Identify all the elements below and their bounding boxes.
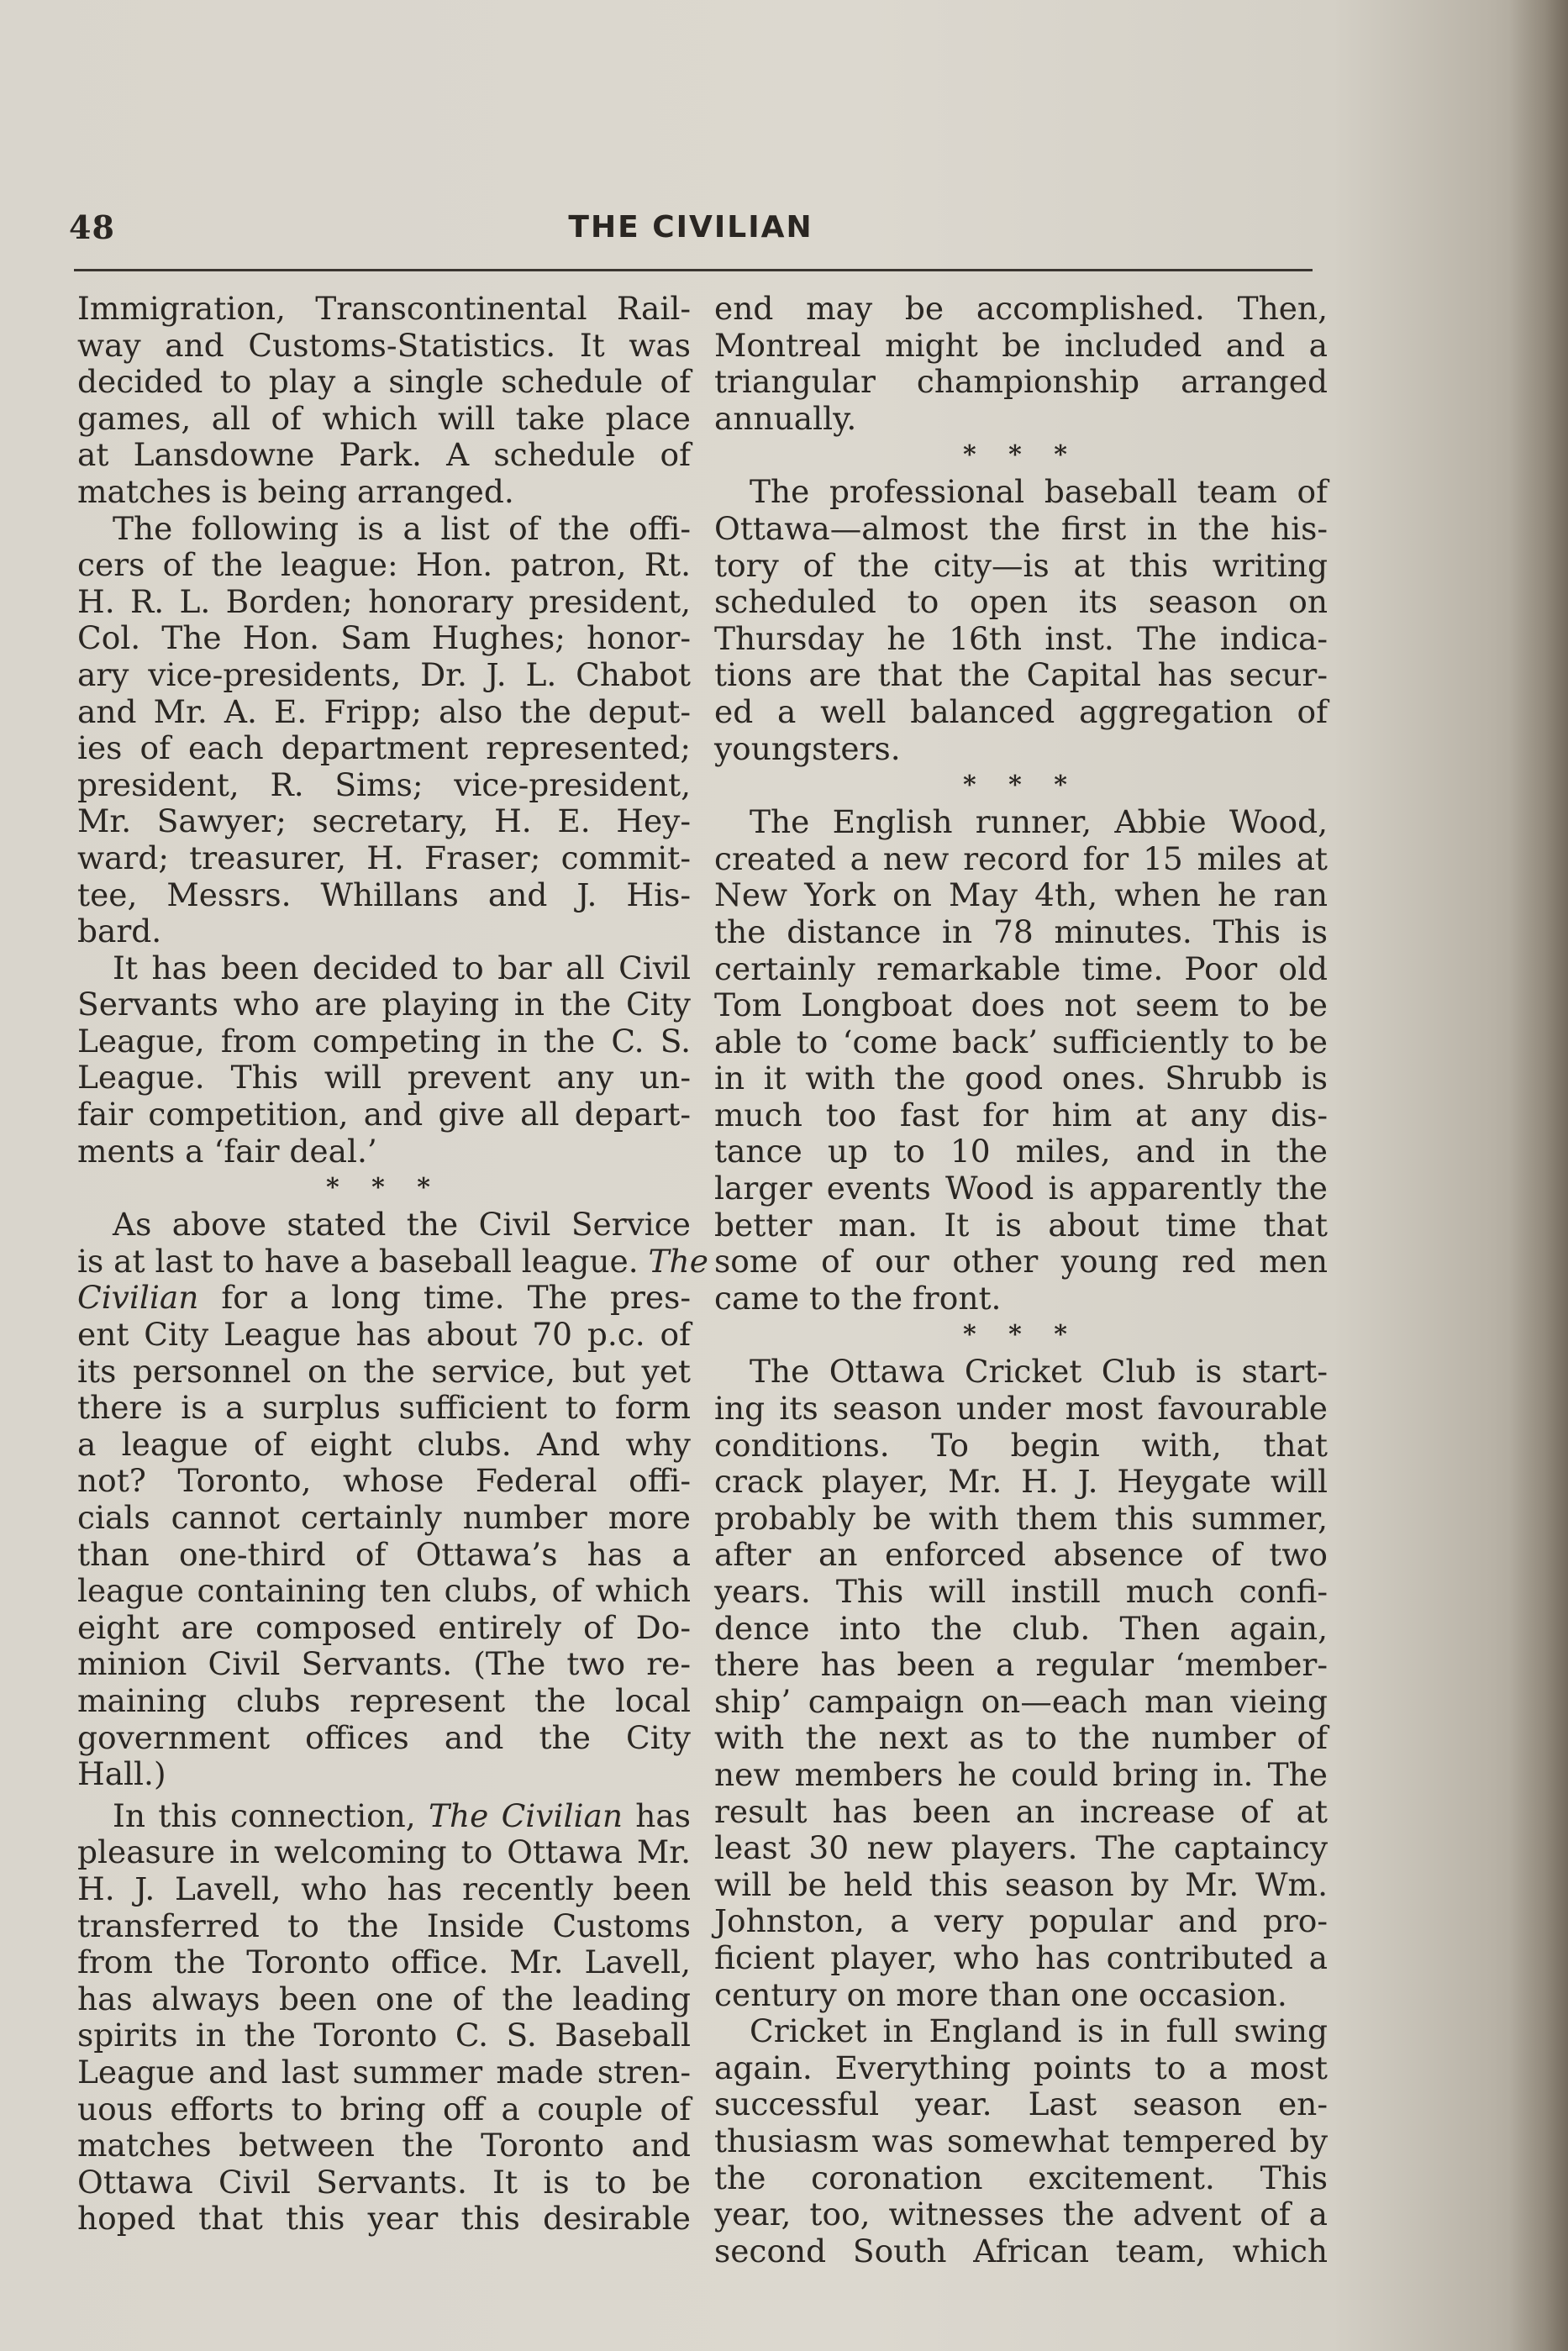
text-line: Servants who are playing in the City [77, 986, 691, 1023]
text-line: Thursday he 16th inst. The indica- [714, 619, 1328, 657]
book-spine-shadow [1509, 0, 1568, 2351]
text-line: The English runner, Abbie Wood, [750, 803, 1328, 841]
paragraph [714, 804, 1328, 1317]
text-line: triangular championship arranged [714, 363, 1328, 401]
text-run: In this connection, [113, 1796, 416, 1834]
text-line: ed a well balanced aggregation of [714, 692, 1328, 730]
text-line: H. J. Lavell, who has recently been [77, 1870, 691, 1907]
text-line: end may be accomplished. Then, [714, 290, 1328, 327]
text-line: League. This will prevent any un- [77, 1059, 691, 1097]
text-line: The following is a list of the offi- [113, 509, 691, 547]
text-line: Ottawa Civil Servants. It is to be [77, 2163, 691, 2201]
text-line: Mr. Sawyer; secretary, H. E. Hey- [77, 802, 691, 840]
text-line: ary vice-presidents, Dr. J. L. Chabot [77, 655, 691, 693]
text-line: As above stated the Civil Service [113, 1206, 691, 1244]
page-number: 48 [69, 208, 115, 246]
text-line: again. Everything points to a most [714, 2049, 1328, 2086]
section-separator: * * * [963, 440, 1079, 471]
text-line: games, all of which will take place [77, 399, 691, 437]
publication-title: The Civilian [429, 1796, 623, 1834]
text-line: at Lansdowne Park. A schedule of [77, 436, 691, 474]
text-line: It has been decided to bar all Civil [113, 949, 691, 986]
text-line: than one-third of Ottawa’s has a [77, 1535, 691, 1573]
publication-title-suffix: Civilian [77, 1279, 199, 1317]
paragraph [77, 1206, 708, 1793]
text-line: and Mr. A. E. Fripp; also the deput- [77, 692, 691, 730]
text-line: has always been one of the leading [77, 1980, 691, 2017]
text-line: Ottawa—almost the first in the his- [714, 509, 1328, 547]
text-line: minion Civil Servants. (The two re- [77, 1645, 691, 1683]
text-line: matches is being arranged. [77, 472, 514, 510]
text-line: some of our other young red men [714, 1243, 1328, 1281]
paragraph [714, 474, 1328, 767]
text-line: ward; treasurer, H. Fraser; commit- [77, 839, 691, 876]
text-line: uous efforts to bring off a couple of [77, 2090, 691, 2127]
text-line: tory of the city—is at this writing [714, 546, 1328, 584]
text-line: in it with the good ones. Shrubb is [714, 1060, 1328, 1097]
text-line: The professional baseball team of [750, 473, 1328, 511]
text-line: conditions. To begin with, that [714, 1426, 1328, 1464]
text-line: Cricket in England is in full swing [750, 2012, 1328, 2050]
text-line: ies of each department represented; [77, 729, 691, 767]
text-run: is at last to have a baseball league. [77, 1242, 639, 1280]
text-line: transferred to the Inside Customs [77, 1907, 691, 1944]
text-line [77, 1280, 691, 1317]
left-column [77, 290, 708, 2238]
text-line: able to ‘come back’ sufficiently to be [714, 1023, 1328, 1060]
text-line: result has been an increase of at [714, 1792, 1328, 1830]
text-line: tance up to 10 miles, and in the [714, 1133, 1328, 1170]
text-line: probably be with them this summer, [714, 1499, 1328, 1537]
text-line: will be held this season by Mr. Wm. [714, 1865, 1328, 1903]
text-line: League and last summer made stren- [77, 2053, 691, 2091]
text-line: Johnston, a very popular and pro- [714, 1902, 1328, 1940]
text-line: tions are that the Capital has secur- [714, 656, 1328, 694]
text-line: thusiasm was somewhat tempered by [714, 2122, 1328, 2159]
text-line: ments a ‘fair deal.’ [77, 1132, 377, 1170]
text-line: from the Toronto office. Mr. Lavell, [77, 1943, 691, 1981]
paragraph [714, 1354, 1328, 2013]
text-line: youngsters. [714, 729, 901, 767]
text-line: a league of eight clubs. And why [77, 1425, 691, 1463]
text-line: there has been a regular ‘member- [714, 1646, 1328, 1684]
text-line: fair competition, and give all depart- [77, 1096, 691, 1133]
text-line: after an enforced absence of two [714, 1536, 1328, 1574]
text-line: bard. [77, 913, 162, 950]
text-line: century on more than one occasion. [714, 1975, 1287, 2013]
page-header [69, 208, 1313, 250]
text-line: way and Customs-Statistics. It was [77, 326, 691, 364]
text-run: for a long time. The pres- [221, 1279, 692, 1317]
text-line: New York on May 4th, when he ran [714, 876, 1328, 914]
section-separator: * * * [963, 1320, 1079, 1350]
text-line: successful year. Last season en- [714, 2085, 1328, 2123]
text-line: government offices and the City [77, 1718, 691, 1756]
text-line: Tom Longboat does not seem to be [714, 986, 1328, 1024]
right-column [714, 291, 1328, 2269]
text-line: created a new record for 15 miles at [714, 839, 1328, 877]
text-line: year, too, witnesses the advent of a [714, 2196, 1328, 2233]
paragraph [77, 291, 691, 511]
text-line: its personnel on the service, but yet [77, 1352, 691, 1390]
text-line: larger events Wood is apparently the [714, 1170, 1328, 1207]
paragraph [77, 1798, 691, 2238]
text-line: ship’ campaign on—each man vieing [714, 1682, 1328, 1720]
text-line: Immigration, Transcontinental Rail- [77, 290, 691, 327]
paragraph [77, 511, 691, 950]
text-line: president, R. Sims; vice-president, [77, 765, 691, 803]
text-line: pleasure in welcoming to Ottawa Mr. [77, 1833, 691, 1871]
section-separator: * * * [963, 771, 1079, 801]
text-line: the distance in 78 minutes. This is [714, 913, 1328, 950]
text-line: better man. It is about time that [714, 1206, 1328, 1244]
text-line: spirits in the Toronto C. S. Baseball [77, 2017, 691, 2054]
text-line: Montreal might be included and a [714, 326, 1328, 364]
text-line: came to the front. [714, 1279, 1002, 1317]
text-line: matches between the Toronto and [77, 2127, 691, 2164]
text-line: ent City League has about 70 p.c. of [77, 1316, 691, 1354]
text-line: H. R. L. Borden; honorary president, [77, 582, 691, 620]
text-line: scheduled to open its season on [714, 583, 1328, 621]
text-line: the coronation excitement. This [714, 2159, 1328, 2196]
text-line: with the next as to the number of [714, 1719, 1328, 1757]
text-line: decided to play a single schedule of [77, 363, 691, 401]
text-line: Hall.) [77, 1755, 166, 1793]
text-line: tee, Messrs. Whillans and J. His- [77, 876, 691, 913]
text-line: eight are composed entirely of Do- [77, 1608, 691, 1646]
text-line: there is a surplus sufficient to form [77, 1389, 691, 1427]
paragraph [77, 950, 691, 1170]
paragraph [714, 2013, 1328, 2269]
text-line [77, 1798, 691, 1835]
text-line: second South African team, which [714, 2232, 1328, 2269]
text-line: cials cannot certainly number more [77, 1499, 691, 1536]
text-line: much too fast for him at any dis- [714, 1096, 1328, 1133]
text-line: least 30 new players. The captaincy [714, 1829, 1328, 1867]
text-line: years. This will instill much confi- [714, 1573, 1328, 1610]
text-line: ficient player, who has contributed a [714, 1938, 1328, 1976]
paragraph [714, 291, 1328, 437]
text-line [77, 1242, 708, 1281]
text-run: has [635, 1796, 692, 1834]
header-rule [74, 269, 1313, 271]
publication-title-prefix: The [648, 1242, 708, 1280]
text-line: crack player, Mr. H. J. Heygate will [714, 1463, 1328, 1501]
running-title: THE CIVILIAN [568, 210, 813, 245]
text-line: maining clubs represent the local [77, 1681, 691, 1719]
text-line: annually. [714, 399, 857, 437]
section-separator: * * * [326, 1173, 442, 1203]
text-line: hoped that this year this desirable [77, 2200, 691, 2238]
text-line: ing its season under most favourable [714, 1390, 1328, 1428]
text-line: new members he could bring in. The [714, 1755, 1328, 1793]
text-line: certainly remarkable time. Poor old [714, 949, 1328, 987]
text-line: cers of the league: Hon. patron, Rt. [77, 546, 691, 584]
text-line: League, from competing in the C. S. [77, 1022, 691, 1060]
text-line: The Ottawa Cricket Club is start- [750, 1353, 1328, 1391]
text-line: dence into the club. Then again, [714, 1609, 1328, 1647]
text-line: Col. The Hon. Sam Hughes; honor- [77, 619, 691, 657]
text-line: league containing ten clubs, of which [77, 1572, 691, 1610]
text-line: not? Toronto, whose Federal offi- [77, 1462, 691, 1500]
